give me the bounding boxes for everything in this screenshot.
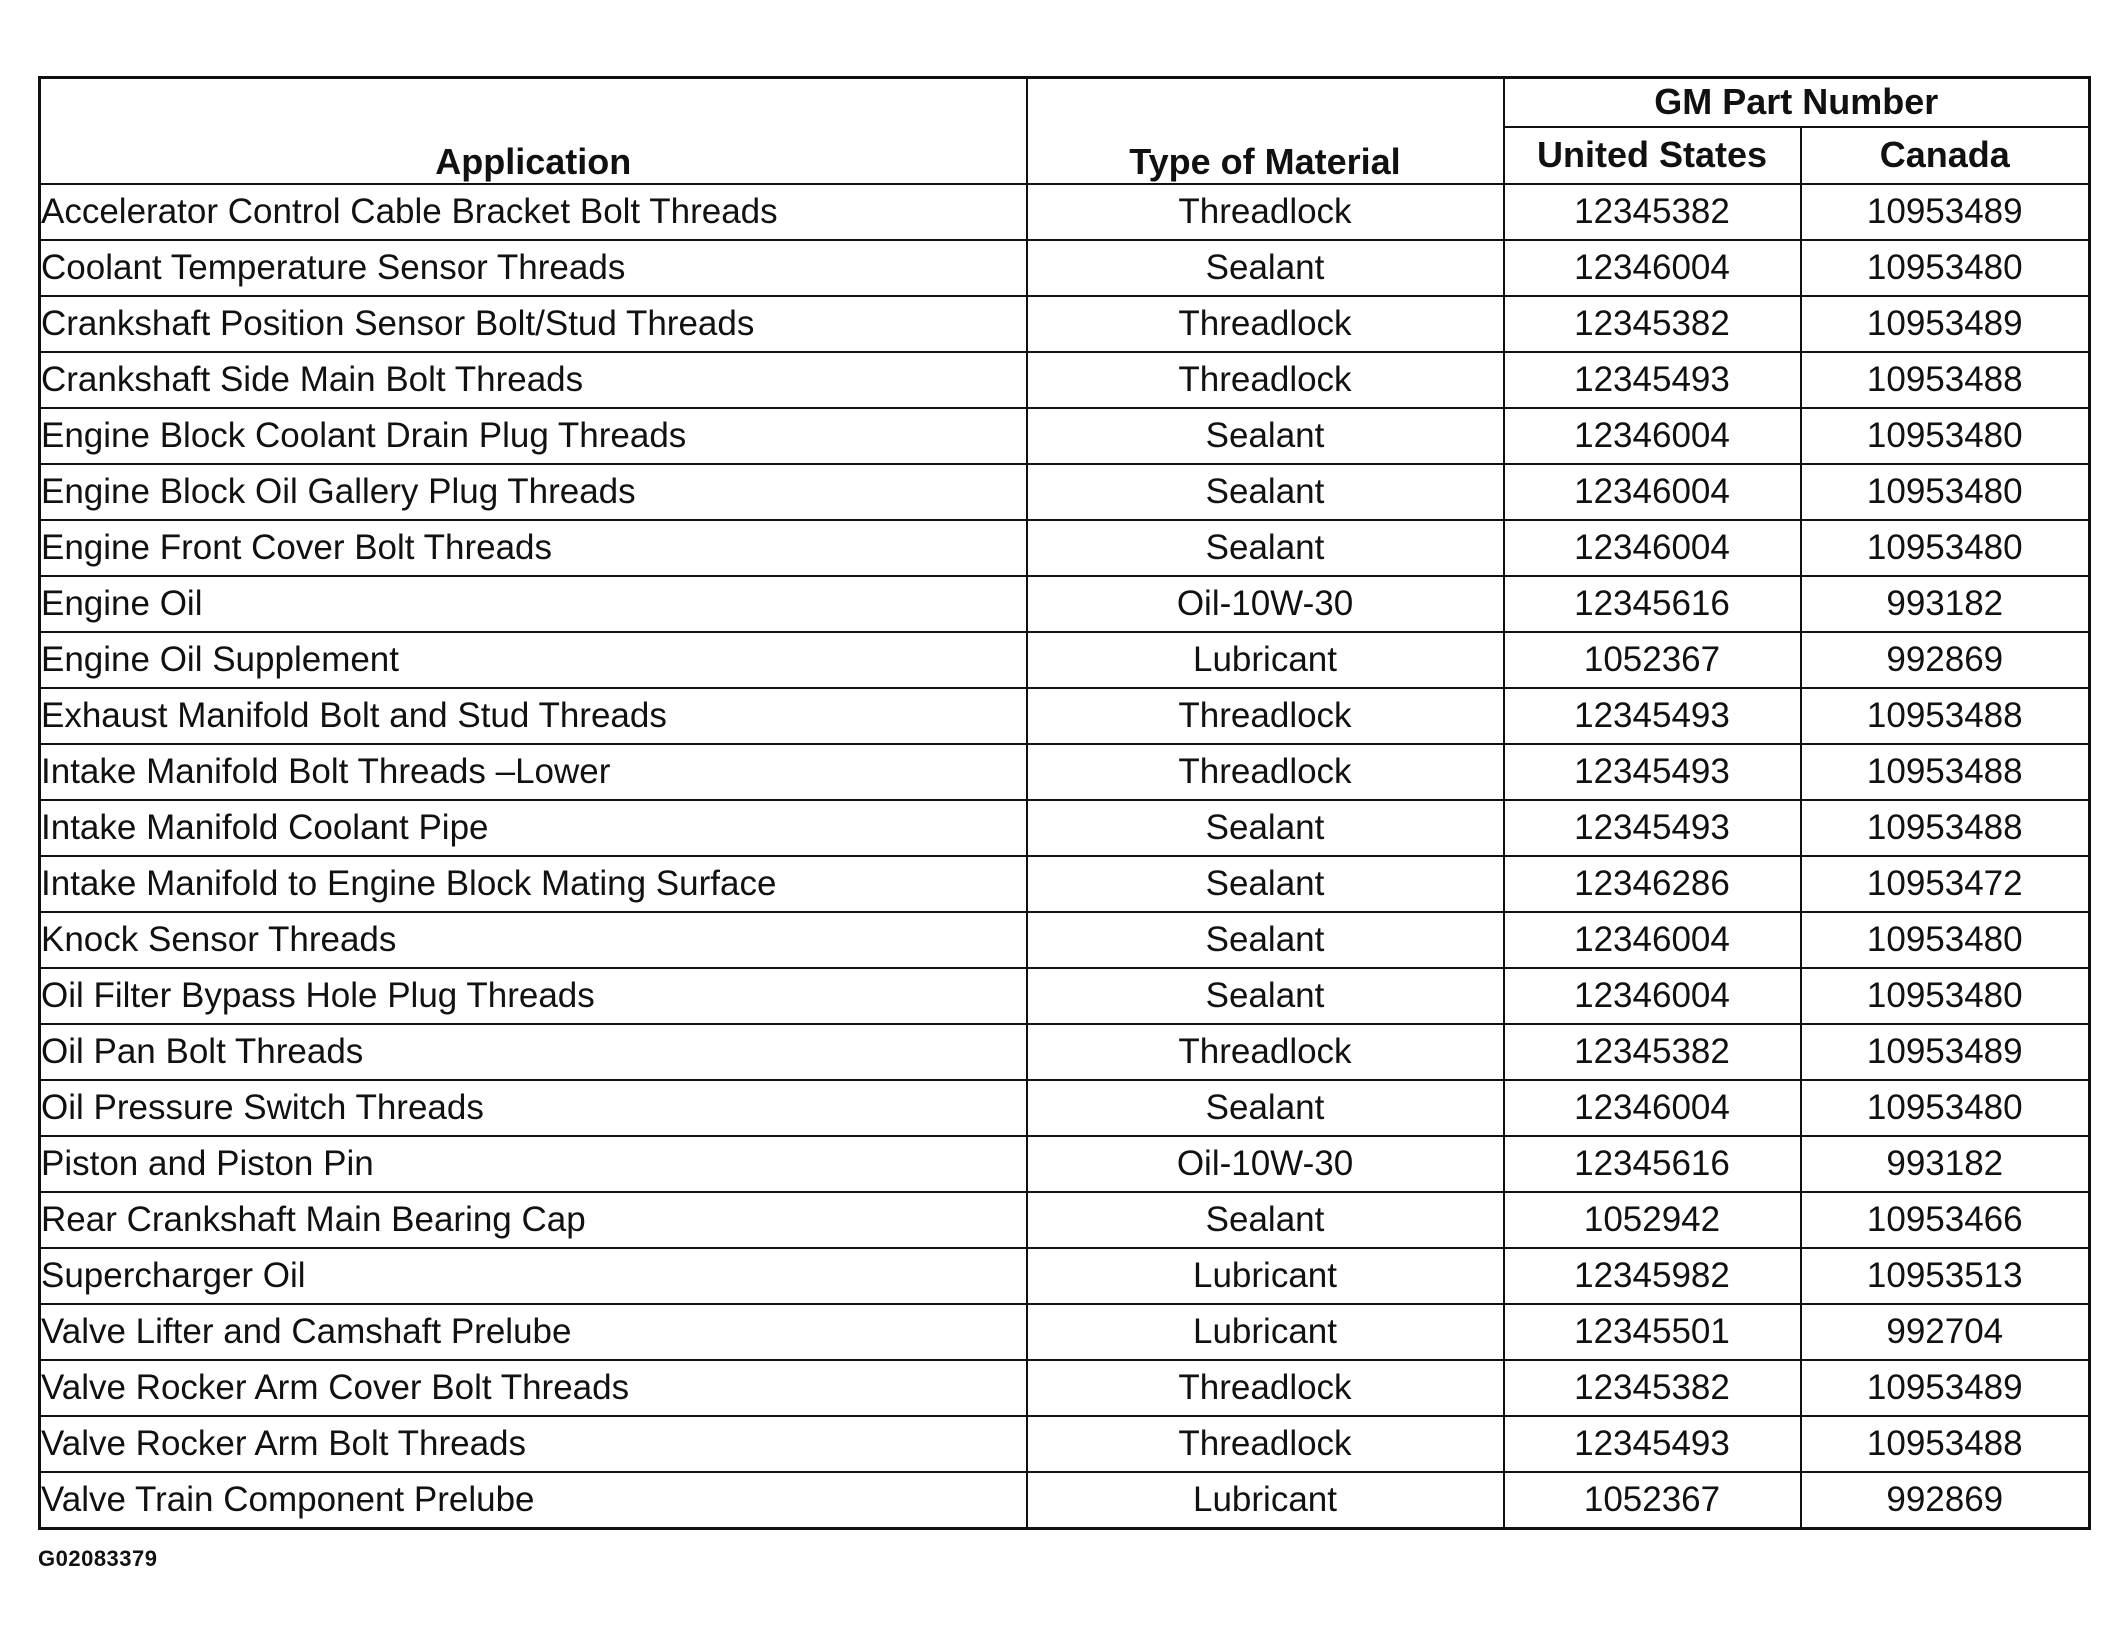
cell-material: Lubricant <box>1027 1304 1504 1360</box>
cell-material: Threadlock <box>1027 184 1504 240</box>
table-row <box>40 688 2090 744</box>
cell-application: Crankshaft Side Main Bolt Threads <box>40 352 1027 408</box>
table-row <box>40 184 2090 240</box>
table-body <box>40 184 2090 1529</box>
cell-material: Oil-10W-30 <box>1027 1136 1504 1192</box>
cell-application: Oil Pressure Switch Threads <box>40 1080 1027 1136</box>
cell-us-part-number: 12345493 <box>1504 688 1801 744</box>
cell-material: Sealant <box>1027 1192 1504 1248</box>
cell-canada-part-number: 10953488 <box>1801 800 2090 856</box>
cell-canada-part-number: 10953480 <box>1801 968 2090 1024</box>
table-row <box>40 632 2090 688</box>
cell-material: Threadlock <box>1027 1416 1504 1472</box>
cell-material: Sealant <box>1027 856 1504 912</box>
table-row <box>40 1080 2090 1136</box>
table-row <box>40 856 2090 912</box>
cell-material: Sealant <box>1027 1080 1504 1136</box>
cell-us-part-number: 1052942 <box>1504 1192 1801 1248</box>
cell-us-part-number: 12345501 <box>1504 1304 1801 1360</box>
cell-application: Oil Filter Bypass Hole Plug Threads <box>40 968 1027 1024</box>
cell-canada-part-number: 10953488 <box>1801 352 2090 408</box>
cell-application: Accelerator Control Cable Bracket Bolt Threads <box>40 184 1027 240</box>
table-row <box>40 464 2090 520</box>
cell-application: Valve Train Component Prelube <box>40 1472 1027 1529</box>
table-row <box>40 744 2090 800</box>
cell-material: Lubricant <box>1027 632 1504 688</box>
cell-material: Sealant <box>1027 464 1504 520</box>
cell-us-part-number: 12345982 <box>1504 1248 1801 1304</box>
cell-us-part-number: 12345493 <box>1504 1416 1801 1472</box>
cell-application: Intake Manifold Coolant Pipe <box>40 800 1027 856</box>
table-row <box>40 1472 2090 1529</box>
cell-canada-part-number: 10953472 <box>1801 856 2090 912</box>
header-united-states: United States <box>1504 127 1801 184</box>
cell-material: Sealant <box>1027 968 1504 1024</box>
document-page <box>38 76 2088 1530</box>
table-row <box>40 408 2090 464</box>
cell-material: Lubricant <box>1027 1248 1504 1304</box>
cell-canada-part-number: 992704 <box>1801 1304 2090 1360</box>
cell-canada-part-number: 10953488 <box>1801 688 2090 744</box>
cell-canada-part-number: 10953513 <box>1801 1248 2090 1304</box>
figure-id: G02083379 <box>38 1546 158 1571</box>
table-row <box>40 1024 2090 1080</box>
sealants-lubricants-table <box>38 76 2091 1530</box>
cell-canada-part-number: 10953466 <box>1801 1192 2090 1248</box>
cell-application: Supercharger Oil <box>40 1248 1027 1304</box>
header-canada: Canada <box>1801 127 2090 184</box>
cell-material: Threadlock <box>1027 688 1504 744</box>
cell-canada-part-number: 10953480 <box>1801 520 2090 576</box>
cell-canada-part-number: 10953489 <box>1801 184 2090 240</box>
cell-us-part-number: 12345493 <box>1504 800 1801 856</box>
cell-us-part-number: 12345382 <box>1504 1024 1801 1080</box>
cell-material: Threadlock <box>1027 1024 1504 1080</box>
cell-canada-part-number: 10953488 <box>1801 744 2090 800</box>
cell-us-part-number: 12346004 <box>1504 1080 1801 1136</box>
cell-canada-part-number: 992869 <box>1801 1472 2090 1529</box>
cell-us-part-number: 12346004 <box>1504 912 1801 968</box>
cell-canada-part-number: 993182 <box>1801 1136 2090 1192</box>
cell-canada-part-number: 10953480 <box>1801 240 2090 296</box>
cell-application: Intake Manifold Bolt Threads –Lower <box>40 744 1027 800</box>
cell-material: Sealant <box>1027 408 1504 464</box>
cell-us-part-number: 12346004 <box>1504 520 1801 576</box>
table-row <box>40 352 2090 408</box>
cell-us-part-number: 12345493 <box>1504 352 1801 408</box>
cell-application: Engine Front Cover Bolt Threads <box>40 520 1027 576</box>
cell-canada-part-number: 993182 <box>1801 576 2090 632</box>
cell-us-part-number: 12345382 <box>1504 296 1801 352</box>
cell-application: Coolant Temperature Sensor Threads <box>40 240 1027 296</box>
cell-application: Engine Oil <box>40 576 1027 632</box>
table-row <box>40 1304 2090 1360</box>
cell-canada-part-number: 10953480 <box>1801 464 2090 520</box>
table-row <box>40 1248 2090 1304</box>
cell-canada-part-number: 10953489 <box>1801 1360 2090 1416</box>
cell-us-part-number: 12346004 <box>1504 464 1801 520</box>
cell-us-part-number: 12346004 <box>1504 968 1801 1024</box>
table-row <box>40 1416 2090 1472</box>
table-row <box>40 1360 2090 1416</box>
cell-us-part-number: 12346286 <box>1504 856 1801 912</box>
cell-material: Threadlock <box>1027 352 1504 408</box>
table-row <box>40 912 2090 968</box>
cell-us-part-number: 12345616 <box>1504 1136 1801 1192</box>
cell-application: Valve Rocker Arm Bolt Threads <box>40 1416 1027 1472</box>
table-row <box>40 1192 2090 1248</box>
table-row <box>40 968 2090 1024</box>
table-row <box>40 1136 2090 1192</box>
cell-material: Oil-10W-30 <box>1027 576 1504 632</box>
cell-us-part-number: 12346004 <box>1504 408 1801 464</box>
cell-material: Sealant <box>1027 520 1504 576</box>
cell-material: Sealant <box>1027 800 1504 856</box>
cell-canada-part-number: 992869 <box>1801 632 2090 688</box>
cell-application: Knock Sensor Threads <box>40 912 1027 968</box>
cell-canada-part-number: 10953489 <box>1801 1024 2090 1080</box>
cell-us-part-number: 12346004 <box>1504 240 1801 296</box>
cell-us-part-number: 1052367 <box>1504 632 1801 688</box>
cell-material: Threadlock <box>1027 1360 1504 1416</box>
cell-application: Rear Crankshaft Main Bearing Cap <box>40 1192 1027 1248</box>
cell-us-part-number: 12345616 <box>1504 576 1801 632</box>
header-type-of-material: Type of Material <box>1027 78 1504 185</box>
cell-material: Threadlock <box>1027 744 1504 800</box>
cell-material: Threadlock <box>1027 296 1504 352</box>
cell-application: Valve Lifter and Camshaft Prelube <box>40 1304 1027 1360</box>
table-header <box>40 78 2090 185</box>
table-row <box>40 800 2090 856</box>
table-row <box>40 576 2090 632</box>
cell-application: Piston and Piston Pin <box>40 1136 1027 1192</box>
cell-canada-part-number: 10953489 <box>1801 296 2090 352</box>
cell-material: Lubricant <box>1027 1472 1504 1529</box>
header-gm-part-number: GM Part Number <box>1504 78 2090 127</box>
table-row <box>40 296 2090 352</box>
cell-application: Oil Pan Bolt Threads <box>40 1024 1027 1080</box>
cell-canada-part-number: 10953480 <box>1801 1080 2090 1136</box>
cell-us-part-number: 12345493 <box>1504 744 1801 800</box>
cell-application: Engine Oil Supplement <box>40 632 1027 688</box>
cell-canada-part-number: 10953480 <box>1801 408 2090 464</box>
cell-material: Sealant <box>1027 912 1504 968</box>
cell-application: Engine Block Coolant Drain Plug Threads <box>40 408 1027 464</box>
cell-application: Intake Manifold to Engine Block Mating Surface <box>40 856 1027 912</box>
cell-us-part-number: 1052367 <box>1504 1472 1801 1529</box>
table-row <box>40 240 2090 296</box>
header-application: Application <box>40 78 1027 185</box>
cell-application: Exhaust Manifold Bolt and Stud Threads <box>40 688 1027 744</box>
cell-us-part-number: 12345382 <box>1504 1360 1801 1416</box>
cell-canada-part-number: 10953480 <box>1801 912 2090 968</box>
cell-application: Valve Rocker Arm Cover Bolt Threads <box>40 1360 1027 1416</box>
cell-material: Sealant <box>1027 240 1504 296</box>
cell-canada-part-number: 10953488 <box>1801 1416 2090 1472</box>
cell-us-part-number: 12345382 <box>1504 184 1801 240</box>
cell-application: Engine Block Oil Gallery Plug Threads <box>40 464 1027 520</box>
cell-application: Crankshaft Position Sensor Bolt/Stud Threads <box>40 296 1027 352</box>
table-row <box>40 520 2090 576</box>
